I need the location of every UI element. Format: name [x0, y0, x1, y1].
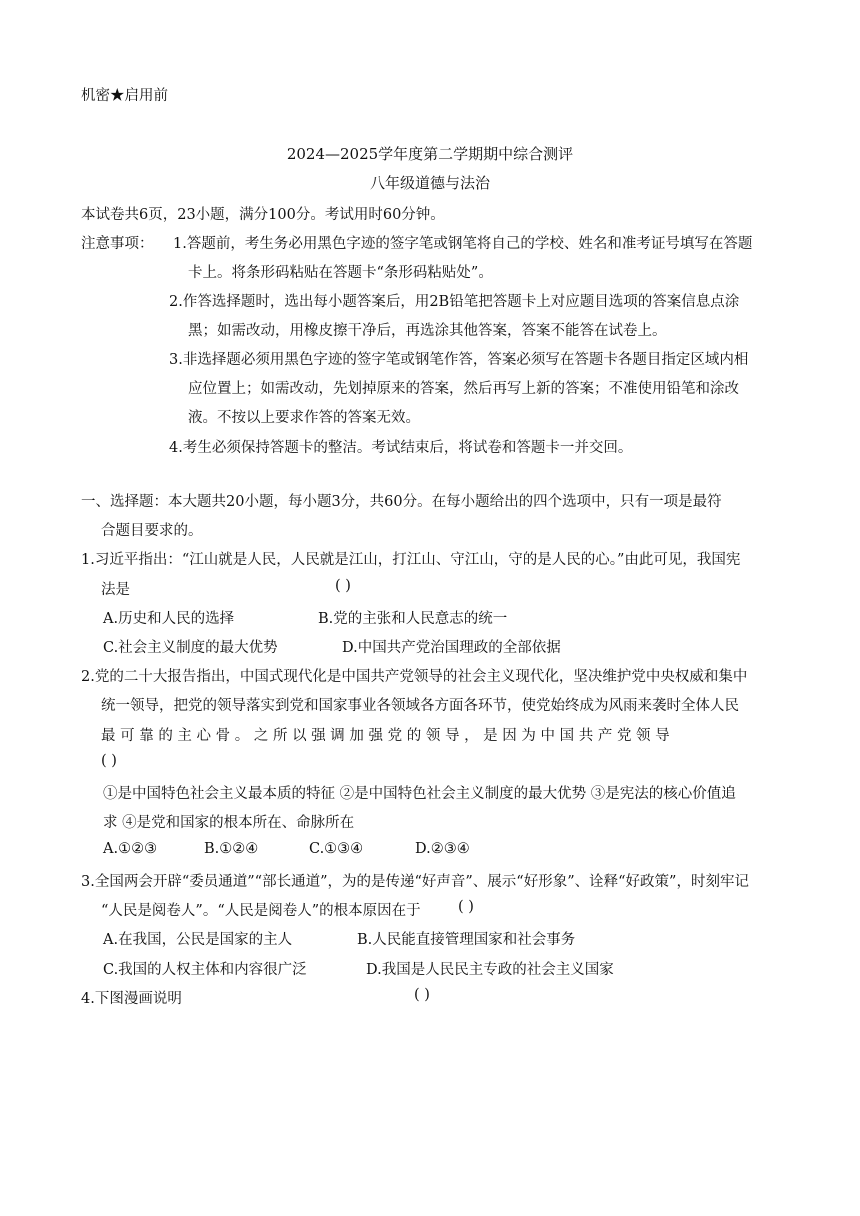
question-4-answer-blank: ( ): [414, 987, 430, 1003]
note-item-1-cont: 卡上。将条形码粘贴在答题卡“条形码粘贴处”。: [188, 265, 493, 281]
exam-title: 2024—2025学年度第二学期期中综合测评: [286, 145, 574, 163]
note-item-1: 1.答题前，考生务必用黑色字迹的签字笔或钢笔将自己的学校、姓名和准考证号填写在答题: [173, 236, 753, 252]
question-2-stem-cont: 最 可 靠 的 主 心 骨 。 之 所 以 强 调 加 强 党 的 领 导 ， 是 因 为 中 国 共 产 党 领 导: [101, 728, 670, 744]
question-1-option-d: D.中国共产党治国理政的全部依据: [342, 640, 561, 656]
question-1-answer-blank: ( ): [335, 578, 351, 594]
question-2-option-d: D.②③④: [415, 841, 470, 857]
question-1-option-a: A.历史和人民的选择: [103, 611, 235, 627]
notes-label: 注意事项：: [81, 236, 154, 252]
question-1-option-b: B.党的主张和人民意志的统一: [318, 611, 508, 627]
note-item-2-cont: 黑；如需改动，用橡皮擦干净后，再选涂其他答案，答案不能答在试卷上。: [188, 323, 667, 339]
question-3-stem-cont: “人民是阅卷人”。“人民是阅卷人”的根本原因在于: [101, 903, 421, 919]
question-1-option-c: C.社会主义制度的最大优势: [103, 640, 278, 656]
note-item-3: 3.非选择题必须用黑色字迹的签字笔或钢笔作答，答案必须写在答题卡各题目指定区域内相: [169, 352, 749, 368]
note-item-4: 4.考生必须保持答题卡的整洁。考试结束后，将试卷和答题卡一并交回。: [169, 440, 633, 456]
question-1-stem-cont: 法是: [101, 582, 130, 598]
question-3-option-c: C.我国的人权主体和内容很广泛: [103, 962, 307, 978]
question-2-option-b: B.①②④: [204, 841, 259, 857]
exam-intro: 本试卷共6页，23小题，满分100分。考试用时60分钟。: [81, 207, 445, 223]
question-3-stem: 3.全国两会开辟“委员通道”“部长通道”，为的是传递“好声音”、展示“好形象”、诠释“好政策”，时刻牢记: [81, 874, 749, 890]
question-3-answer-blank: ( ): [458, 899, 474, 915]
section-heading: 一、选择题：本大题共20小题，每小题3分，共60分。在每小题给出的四个选项中，只有一项是最符: [81, 494, 722, 510]
note-item-2: 2.作答选择题时，选出每小题答案后，用2B铅笔把答题卡上对应题目选项的答案信息点涂: [169, 294, 740, 310]
question-3-option-a: A.在我国，公民是国家的主人: [103, 932, 293, 948]
note-item-3-cont: 应位置上；如需改动，先划掉原来的答案，然后再写上新的答案；不准使用铅笔和涂改: [188, 381, 739, 397]
question-2-stem: 2.党的二十大报告指出，中国式现代化是中国共产党领导的社会主义现代化，坚决维护党中央权威和集中: [81, 669, 748, 685]
note-item-3-cont: 液。不按以上要求作答的答案无效。: [188, 410, 420, 426]
question-3-option-d: D.我国是人民民主专政的社会主义国家: [366, 962, 614, 978]
question-2-stem-cont: 统一领导，把党的领导落实到党和国家事业各领域各方面各环节，使党始终成为风雨来袭时全体人民: [101, 698, 739, 714]
exam-subtitle: 八年级道德与法治: [369, 174, 490, 192]
question-4-stem: 4.下图漫画说明: [81, 991, 182, 1007]
question-1-stem: 1.习近平指出：“江山就是人民，人民就是江山，打江山、守江山，守的是人民的心。”由此可见，我国宪: [81, 552, 741, 568]
question-2-statements-cont: 求 ④是党和国家的根本所在、命脉所在: [103, 815, 355, 831]
question-2-answer-blank: ( ): [101, 753, 117, 769]
question-2-option-c: C.①③④: [309, 841, 364, 857]
question-2-statements: ①是中国特色社会主义最本质的特征 ②是中国特色社会主义制度的最大优势 ③是宪法的核心价值追: [103, 786, 736, 802]
section-heading-cont: 合题目要求的。: [101, 523, 203, 539]
question-3-option-b: B.人民能直接管理国家和社会事务: [357, 932, 576, 948]
question-2-option-a: A.①②③: [103, 841, 158, 857]
confidential-label: 机密★启用前: [81, 88, 168, 104]
